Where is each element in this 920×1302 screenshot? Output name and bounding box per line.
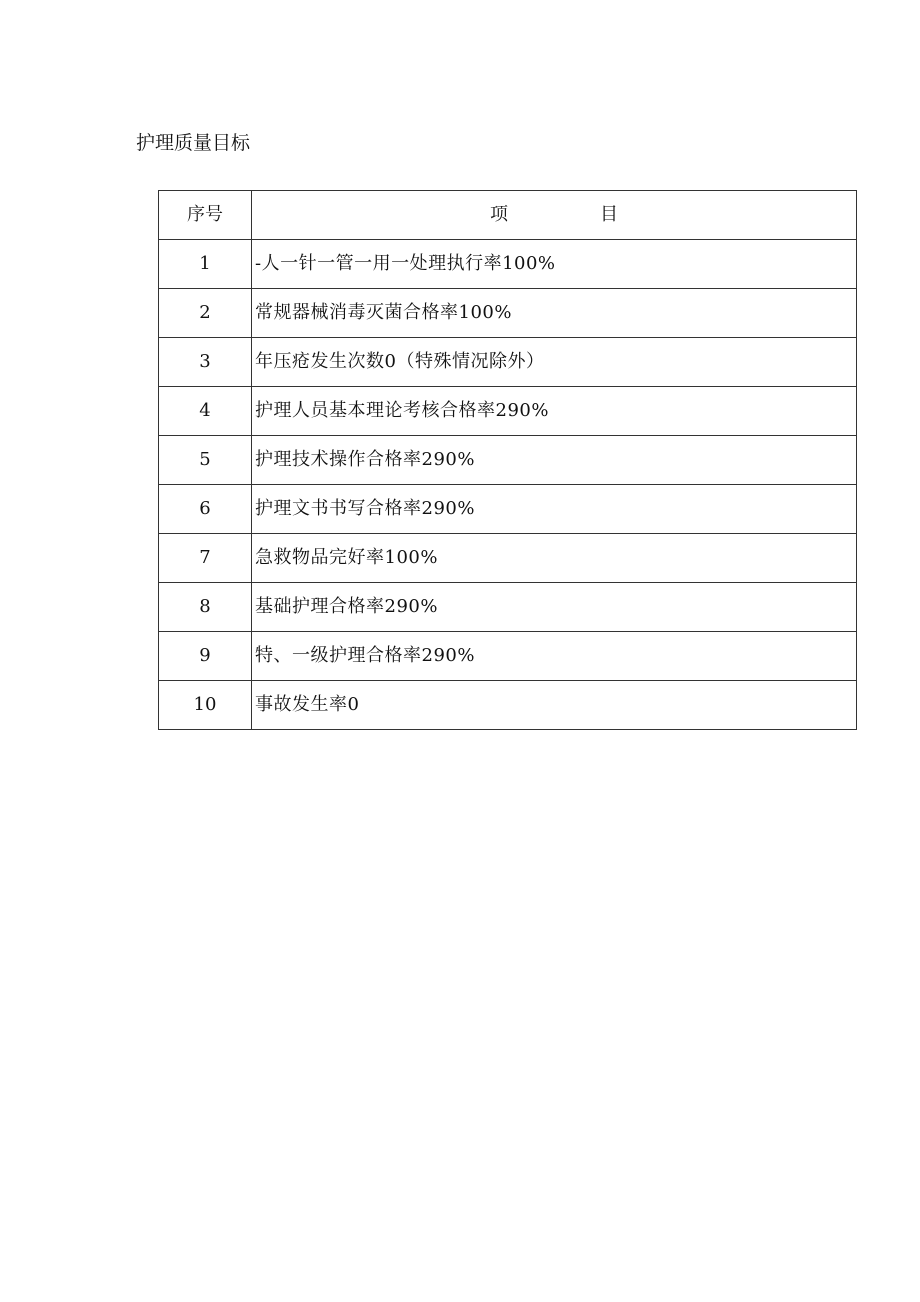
column-header-item-part2: 目 [600, 204, 618, 225]
row-number: 8 [159, 583, 252, 632]
table-row [159, 436, 857, 485]
row-item: -人一针一管一用一处理执行率100% [252, 240, 857, 289]
row-item: 特、一级护理合格率290% [252, 632, 857, 681]
row-item: 护理技术操作合格率290% [252, 436, 857, 485]
row-item: 护理文书书写合格率290% [252, 485, 857, 534]
quality-goals-table [158, 190, 857, 730]
row-number: 4 [159, 387, 252, 436]
column-header-item-part1: 项 [490, 204, 508, 225]
row-number: 5 [159, 436, 252, 485]
table-row [159, 681, 857, 730]
row-number: 9 [159, 632, 252, 681]
row-item: 急救物品完好率100% [252, 534, 857, 583]
row-number: 6 [159, 485, 252, 534]
table-row [159, 289, 857, 338]
table-row [159, 338, 857, 387]
table-row [159, 583, 857, 632]
row-item: 事故发生率0 [252, 681, 857, 730]
row-number: 10 [159, 681, 252, 730]
row-number: 1 [159, 240, 252, 289]
row-number: 7 [159, 534, 252, 583]
row-number: 3 [159, 338, 252, 387]
row-item: 年压疮发生次数0（特殊情况除外） [252, 338, 857, 387]
row-item: 常规器械消毒灭菌合格率100% [252, 289, 857, 338]
table-row [159, 387, 857, 436]
row-number: 2 [159, 289, 252, 338]
table-row [159, 485, 857, 534]
column-header-number: 序号 [159, 191, 252, 240]
table-header-row [159, 191, 857, 240]
page-title: 护理质量目标 [136, 132, 251, 154]
row-item: 基础护理合格率290% [252, 583, 857, 632]
column-header-item [252, 191, 857, 240]
row-item: 护理人员基本理论考核合格率290% [252, 387, 857, 436]
table-row [159, 632, 857, 681]
table-row [159, 240, 857, 289]
table-row [159, 534, 857, 583]
